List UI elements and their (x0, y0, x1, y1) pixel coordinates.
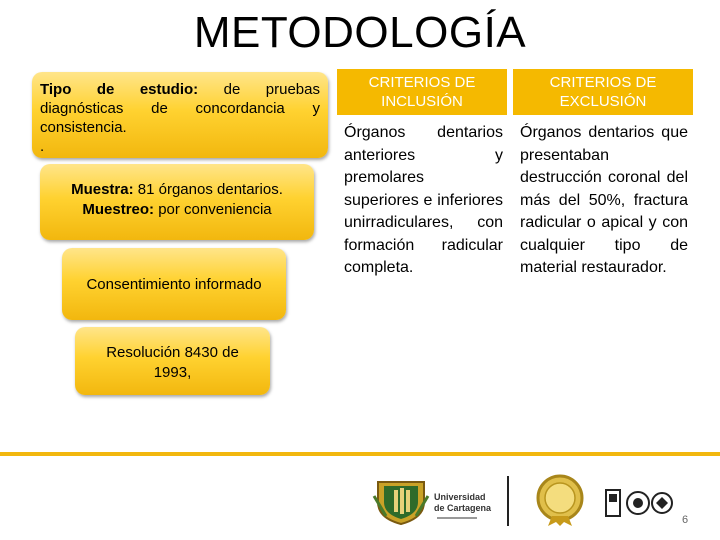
inclusion-criteria-text: Órganos dentarios anteriores y premolares superiores e inferiores unirradiculares, con formación radicular completa. (344, 124, 503, 276)
university-name: Universidad de Cartagena (434, 492, 492, 513)
sample-box (40, 164, 314, 240)
inclusion-header: CRITERIOS DE INCLUSIÓN (337, 69, 507, 115)
study-type-value: de pruebas diagnósticas de concordancia y consistencia. (40, 81, 320, 136)
page-number: 6 (682, 514, 689, 526)
sample-value: 81 órganos dentarios. (133, 181, 283, 198)
sample-text (40, 180, 314, 220)
study-type-box (32, 72, 328, 158)
sample-label: Muestra: (71, 181, 134, 198)
sampling-value: por conveniencia (154, 201, 272, 218)
study-type-label: Tipo de estudio: (40, 81, 199, 98)
resolution-text: Resolución 8430 de 1993, (106, 344, 239, 381)
university-crest-icon (372, 476, 430, 526)
study-type-text (40, 80, 320, 156)
certification-logos-icon (604, 488, 674, 522)
study-type-dot: . (40, 138, 45, 155)
footer-divider-bar (0, 452, 720, 456)
footer-vertical-divider (507, 476, 509, 526)
consent-box (62, 248, 286, 320)
exclusion-header: CRITERIOS DE EXCLUSIÓN (513, 69, 693, 115)
accreditation-seal-icon (532, 472, 588, 528)
university-tagline-icon (437, 515, 477, 521)
slide-title: METODOLOGÍA (193, 8, 527, 57)
consent-text: Consentimiento informado (86, 276, 262, 293)
sampling-label: Muestreo: (82, 201, 155, 218)
exclusion-criteria-text: Órganos dentarios que presentaban destrucción coronal del más del 50%, fractura radicular o apical y con cualquier tipo de material restaurador. (520, 124, 688, 276)
resolution-box (75, 327, 270, 395)
